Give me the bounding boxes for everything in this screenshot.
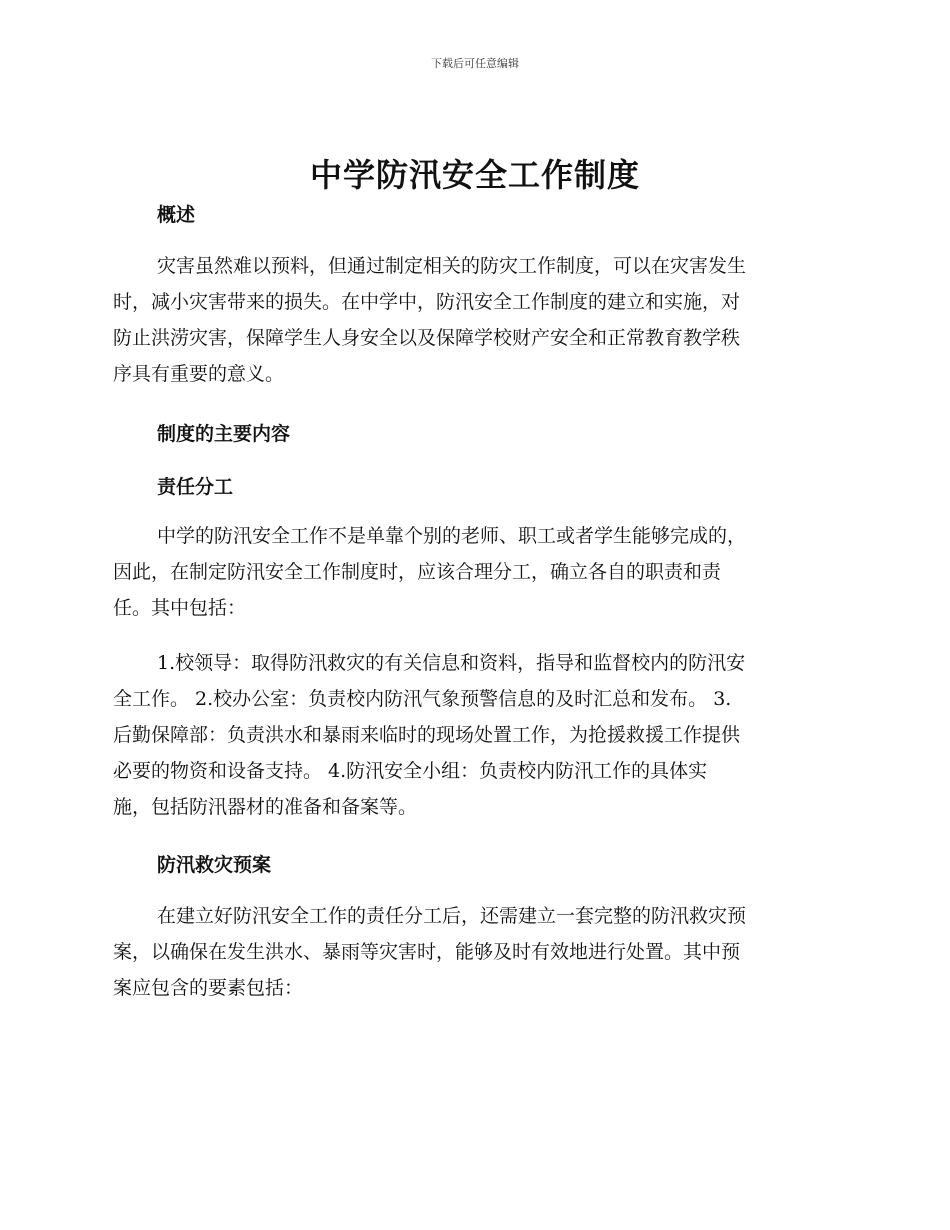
paragraph-line: 任。其中包括： — [113, 597, 247, 619]
plan-paragraph — [113, 898, 830, 1006]
paragraph-line: 防止洪涝灾害，保障学生人身安全以及保障学校财产安全和正常教育教学秩 — [113, 327, 741, 349]
section-heading-overview: 概述 — [157, 204, 196, 226]
paragraph-line: 必要的物资和设备支持。 4.防汛安全小组：负责校内防汛工作的具体实 — [113, 760, 708, 782]
section-heading-responsibility: 责任分工 — [157, 476, 234, 498]
document-title: 中学防汛安全工作制度 — [309, 156, 640, 194]
paragraph-line: 因此，在制定防汛安全工作制度时，应该合理分工，确立各自的职责和责 — [113, 561, 722, 583]
overview-paragraph — [113, 248, 830, 392]
duties-paragraph — [113, 645, 830, 825]
paragraph-line: 灾害虽然难以预料，但通过制定相关的防灾工作制度，可以在灾害发生 — [157, 255, 747, 277]
paragraph-line: 案应包含的要素包括： — [113, 977, 304, 999]
section-heading-main-content: 制度的主要内容 — [157, 423, 291, 445]
paragraph-line: 在建立好防汛安全工作的责任分工后，还需建立一套完整的防汛救灾预 — [157, 905, 747, 927]
paragraph-line: 中学的防汛安全工作不是单靠个别的老师、职工或者学生能够完成的， — [157, 525, 747, 547]
section-heading-plan: 防汛救灾预案 — [157, 854, 272, 876]
responsibility-paragraph — [113, 518, 830, 626]
paragraph-line: 施，包括防汛器材的准备和备案等。 — [113, 796, 418, 818]
paragraph-line: 案，以确保在发生洪水、暴雨等灾害时，能够及时有效地进行处置。其中预 — [113, 941, 741, 963]
paragraph-line: 后勤保障部：负责洪水和暴雨来临时的现场处置工作，为抢援救援工作提供 — [113, 724, 741, 746]
paragraph-line: 全工作。 2.校办公室：负责校内防汛气象预警信息的及时汇总和发布。 3. — [113, 688, 732, 710]
header-note: 下载后可任意编辑 — [431, 57, 519, 70]
paragraph-line: 1.校领导：取得防汛救灾的有关信息和资料，指导和监督校内的防汛安 — [157, 652, 746, 674]
paragraph-line: 时，减小灾害带来的损失。在中学中，防汛安全工作制度的建立和实施，对 — [113, 291, 741, 313]
paragraph-line: 序具有重要的意义。 — [113, 363, 285, 385]
